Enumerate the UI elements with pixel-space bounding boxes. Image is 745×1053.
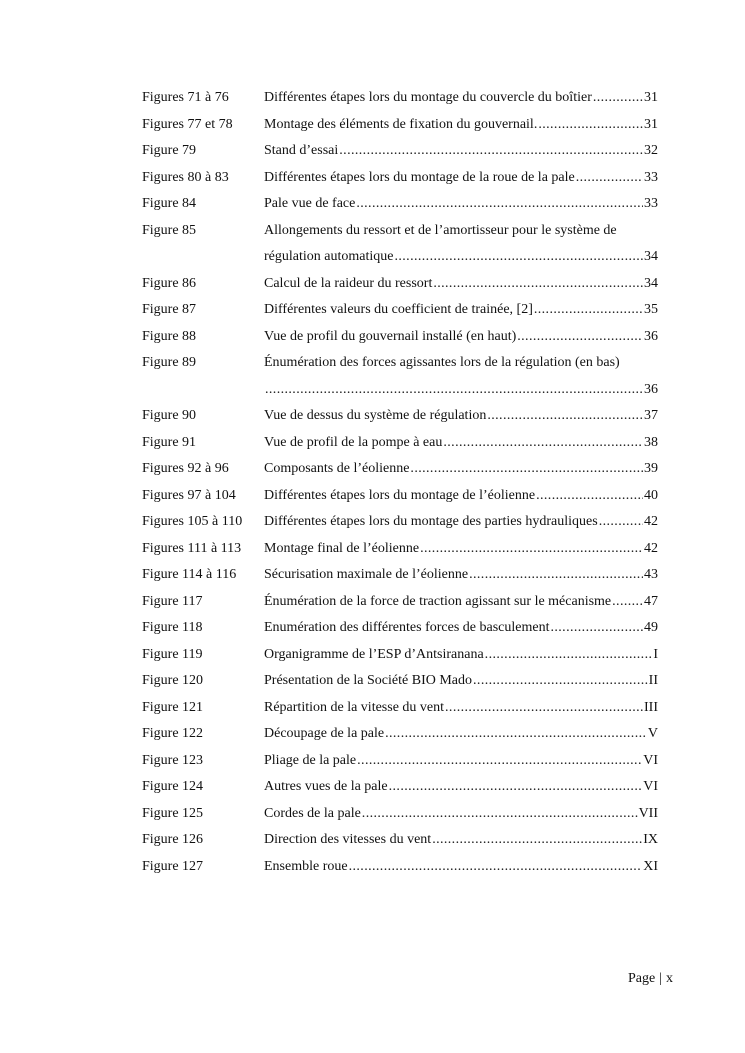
figure-caption <box>264 774 658 801</box>
page-number: V <box>647 726 658 741</box>
caption-text: Organigramme de l’ESP d’Antsiranana <box>264 646 484 662</box>
caption-leader-line <box>264 430 658 457</box>
page-number: VI <box>643 752 658 768</box>
caption-leader-line <box>264 403 658 430</box>
figure-label: Figure 89 <box>142 355 197 370</box>
page-number: 33 <box>644 196 658 211</box>
dot-leader <box>265 377 643 404</box>
toc-entry[interactable] <box>142 403 658 430</box>
caption-text: Différentes étapes lors du montage de l’éolienne <box>264 487 536 503</box>
caption-text: Vue de profil de la pompe à eau <box>264 434 443 450</box>
footer-page-label: Page <box>627 971 656 986</box>
dot-leader <box>420 536 643 563</box>
figure-label: Figure 126 <box>142 832 204 847</box>
caption-leader-line <box>264 509 658 536</box>
caption-text: Présentation de la Société BIO Mado <box>264 673 473 688</box>
caption-leader-line <box>264 721 658 748</box>
dot-leader <box>536 483 643 510</box>
figure-caption <box>264 85 658 112</box>
dot-leader <box>612 589 643 616</box>
caption-leader-line <box>264 244 658 271</box>
dot-leader <box>550 615 643 642</box>
caption-text: Calcul de la raideur du ressort <box>264 275 433 291</box>
figure-label: Figure 120 <box>142 673 204 688</box>
dot-leader <box>357 748 642 775</box>
caption-text: Montage des éléments de fixation du gouvernail. <box>264 116 538 132</box>
caption-leader-line <box>264 271 658 298</box>
figure-caption <box>264 509 658 536</box>
caption-leader-line <box>264 377 658 404</box>
dot-leader <box>576 165 643 192</box>
figure-caption <box>264 218 658 271</box>
caption-leader-line <box>264 748 658 775</box>
toc-entry[interactable] <box>142 854 658 881</box>
toc-entry[interactable] <box>142 430 658 457</box>
caption-leader-line <box>264 536 658 563</box>
figure-caption <box>264 748 658 775</box>
figure-caption <box>264 456 658 483</box>
page-number: 42 <box>644 540 658 556</box>
dot-leader <box>445 695 643 722</box>
caption-leader-line <box>264 85 658 112</box>
page-number: 40 <box>644 487 658 503</box>
caption-text: Pale vue de face <box>264 196 356 211</box>
caption-text: Composants de l’éolienne <box>264 461 410 476</box>
dot-leader <box>385 721 647 748</box>
figure-caption <box>264 615 658 642</box>
toc-entry[interactable] <box>142 615 658 642</box>
page-number: VI <box>643 779 658 794</box>
toc-entry[interactable] <box>142 589 658 616</box>
page-number: 43 <box>644 567 658 582</box>
caption-leader-line <box>264 695 658 722</box>
dot-leader <box>517 324 643 351</box>
caption-text: Direction des vitesses du vent <box>264 832 432 847</box>
page-number: 33 <box>644 169 658 185</box>
figure-caption <box>264 562 658 589</box>
toc-entry[interactable] <box>142 801 658 828</box>
caption-text: Différentes étapes lors du montage des parties hydrauliques <box>264 514 598 529</box>
figure-caption <box>264 801 658 828</box>
figure-caption <box>264 191 658 218</box>
page-number: XI <box>643 858 658 874</box>
dot-leader <box>349 854 643 881</box>
caption-leader-line <box>264 324 658 351</box>
caption-line: Allongements du ressort et de l’amortisseur pour le système de <box>264 222 617 238</box>
caption-leader-line <box>264 165 658 192</box>
caption-text: Autres vues de la pale <box>264 779 388 794</box>
page-number: 39 <box>644 461 658 476</box>
toc-entry[interactable] <box>142 642 658 669</box>
figure-label: Figure 86 <box>142 275 197 291</box>
dot-leader <box>593 85 643 112</box>
toc-entry[interactable] <box>142 695 658 722</box>
caption-text: Stand d’essai <box>264 143 339 158</box>
caption-text: Répartition de la vitesse du vent <box>264 699 445 715</box>
dot-leader <box>356 191 643 218</box>
page-number: 34 <box>644 249 658 264</box>
dot-leader <box>485 642 653 669</box>
toc-entry[interactable] <box>142 721 658 748</box>
toc-entry[interactable] <box>142 112 658 139</box>
caption-text: Différentes valeurs du coefficient de trainée, [2] <box>264 302 533 317</box>
figure-label: Figure 85 <box>142 222 197 238</box>
figure-label: Figures 111 à 113 <box>142 540 242 556</box>
figure-caption <box>264 350 658 403</box>
figure-label: Figures 77 et 78 <box>142 116 233 132</box>
toc-entry[interactable] <box>142 191 658 218</box>
toc-entry[interactable] <box>142 138 658 165</box>
caption-text: Différentes étapes lors du montage du couvercle du boîtier <box>264 90 592 105</box>
figure-caption <box>264 695 658 722</box>
toc-entry[interactable] <box>142 509 658 536</box>
figure-label: Figure 84 <box>142 196 197 211</box>
page-number: 31 <box>644 116 658 132</box>
toc-entry[interactable] <box>142 350 658 403</box>
caption-text: Découpage de la pale <box>264 726 385 741</box>
caption-line: Énumération des forces agissantes lors de la régulation (en bas) <box>264 355 620 370</box>
caption-text: Ensemble roue <box>264 858 348 874</box>
caption-leader-line <box>264 774 658 801</box>
figure-label: Figure 79 <box>142 143 197 158</box>
dot-leader <box>487 403 643 430</box>
figure-caption <box>264 721 658 748</box>
figure-label: Figure 123 <box>142 752 204 768</box>
toc-entry[interactable] <box>142 536 658 563</box>
dot-leader <box>538 112 643 139</box>
figure-label: Figures 71 à 76 <box>142 90 229 105</box>
caption-leader-line <box>264 589 658 616</box>
caption-text: régulation automatique <box>264 249 394 264</box>
figure-caption <box>264 854 658 881</box>
dot-leader <box>443 430 643 457</box>
toc-entry[interactable] <box>142 668 658 695</box>
page-number: II <box>648 673 658 688</box>
figure-caption <box>264 324 658 351</box>
caption-leader-line <box>264 854 658 881</box>
dot-leader <box>473 668 648 695</box>
figure-label: Figure 117 <box>142 593 203 609</box>
figure-label: Figures 80 à 83 <box>142 169 229 185</box>
figure-caption <box>264 483 658 510</box>
page-number: 38 <box>644 434 658 450</box>
toc-entry[interactable] <box>142 456 658 483</box>
caption-text: Enumération des différentes forces de basculement <box>264 620 550 635</box>
figure-label: Figure 118 <box>142 620 203 635</box>
toc-entry[interactable] <box>142 483 658 510</box>
caption-text: Pliage de la pale <box>264 752 357 768</box>
toc-entry[interactable] <box>142 324 658 351</box>
figure-label: Figures 92 à 96 <box>142 461 229 476</box>
caption-leader-line <box>264 138 658 165</box>
caption-text: Sécurisation maximale de l’éolienne <box>264 567 469 582</box>
page-number: 35 <box>644 302 658 317</box>
dot-leader <box>362 801 638 828</box>
toc-entry[interactable] <box>142 774 658 801</box>
figure-label: Figure 91 <box>142 434 197 450</box>
dot-leader <box>599 509 643 536</box>
page-number: 34 <box>644 275 658 291</box>
figure-caption <box>264 589 658 616</box>
figure-caption <box>264 297 658 324</box>
caption-leader-line <box>264 297 658 324</box>
dot-leader <box>469 562 643 589</box>
toc-entry[interactable] <box>142 562 658 589</box>
caption-leader-line <box>264 191 658 218</box>
page-number: VII <box>638 805 658 821</box>
figure-caption <box>264 642 658 669</box>
page-number: 36 <box>644 328 658 344</box>
figure-label: Figure 124 <box>142 779 204 794</box>
dot-leader <box>410 456 643 483</box>
dot-leader <box>433 271 643 298</box>
caption-leader-line <box>264 801 658 828</box>
figure-label: Figure 87 <box>142 302 197 317</box>
caption-text: Cordes de la pale <box>264 805 361 821</box>
caption-leader-line <box>264 668 658 695</box>
figure-caption <box>264 112 658 139</box>
figure-label: Figure 122 <box>142 726 204 741</box>
figure-caption <box>264 271 658 298</box>
toc-entry[interactable] <box>142 165 658 192</box>
toc-entry[interactable] <box>142 297 658 324</box>
dot-leader <box>394 244 643 271</box>
figure-label: Figure 119 <box>142 646 203 662</box>
page-number: 42 <box>644 514 658 529</box>
figure-label: Figure 121 <box>142 699 204 715</box>
page-number: 49 <box>644 620 658 635</box>
page-number: I <box>653 646 658 662</box>
page-number: III <box>644 699 658 715</box>
caption-leader-line <box>264 562 658 589</box>
figure-caption <box>264 138 658 165</box>
caption-text: Énumération de la force de traction agissant sur le mécanisme <box>264 593 612 609</box>
figure-label: Figure 114 à 116 <box>142 567 237 582</box>
page-number: 32 <box>644 143 658 158</box>
caption-text: Vue de dessus du système de régulation <box>264 408 487 423</box>
footer-separator: | <box>659 971 662 986</box>
page-footer <box>628 971 673 987</box>
dot-leader <box>339 138 643 165</box>
figure-caption <box>264 668 658 695</box>
figure-caption <box>264 827 658 854</box>
figure-caption <box>264 536 658 563</box>
caption-leader-line <box>264 642 658 669</box>
dot-leader <box>432 827 642 854</box>
figure-label: Figures 105 à 110 <box>142 514 243 529</box>
caption-text: Différentes étapes lors du montage de la roue de la pale <box>264 169 575 185</box>
toc-entry[interactable] <box>142 218 658 271</box>
toc-entry[interactable] <box>142 85 658 112</box>
toc-entry[interactable] <box>142 271 658 298</box>
caption-leader-line <box>264 827 658 854</box>
figure-caption <box>264 430 658 457</box>
page-number: 36 <box>644 381 658 397</box>
figure-caption <box>264 165 658 192</box>
toc-entry[interactable] <box>142 827 658 854</box>
figure-caption <box>264 403 658 430</box>
page-number: 47 <box>644 593 658 609</box>
dot-leader <box>534 297 643 324</box>
figure-label: Figure 90 <box>142 408 197 423</box>
list-of-figures <box>142 85 658 880</box>
caption-text: Montage final de l’éolienne <box>264 540 420 556</box>
footer-page-number: x <box>666 971 673 986</box>
caption-leader-line <box>264 483 658 510</box>
figure-label: Figure 125 <box>142 805 204 821</box>
caption-leader-line <box>264 615 658 642</box>
dot-leader <box>389 774 643 801</box>
caption-leader-line <box>264 112 658 139</box>
caption-leader-line <box>264 456 658 483</box>
figure-label: Figures 97 à 104 <box>142 487 236 503</box>
page-number: IX <box>643 832 658 847</box>
page-number: 31 <box>644 90 658 105</box>
figure-label: Figure 127 <box>142 858 204 874</box>
toc-entry[interactable] <box>142 748 658 775</box>
page-number: 37 <box>644 408 658 423</box>
figure-label: Figure 88 <box>142 328 197 344</box>
caption-text: Vue de profil du gouvernail installé (en haut) <box>264 328 517 344</box>
